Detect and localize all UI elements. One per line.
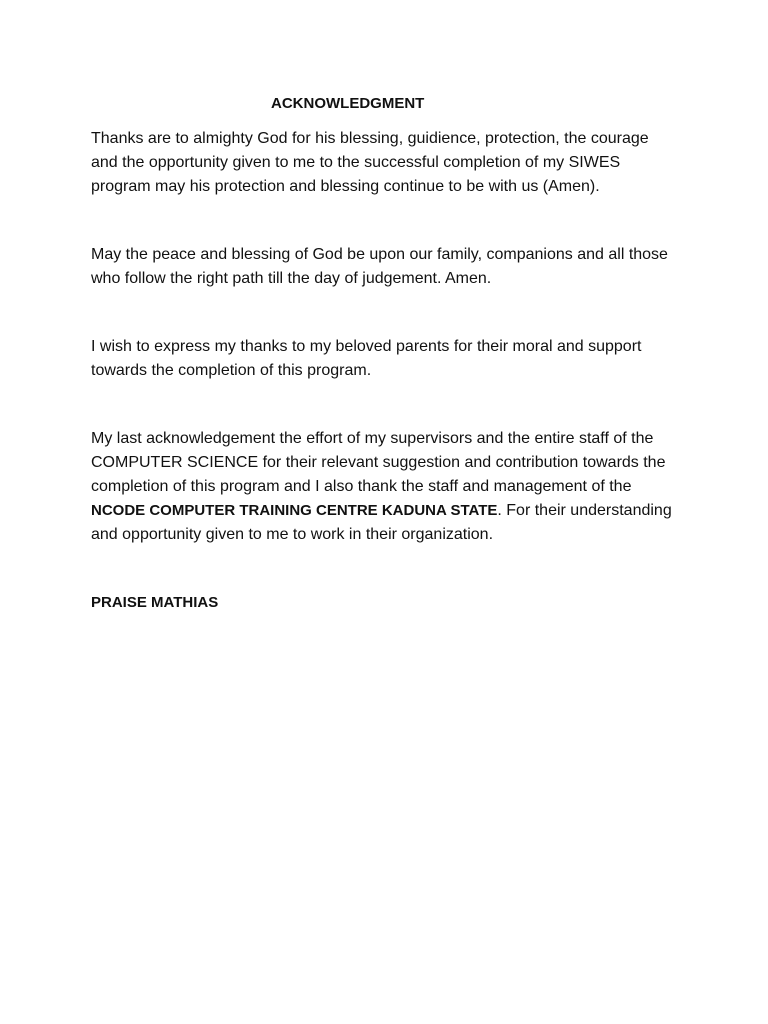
paragraph-line: completion of this program and I also thank the staff and management of the xyxy=(91,478,632,495)
paragraph-line: My last acknowledgement the effort of my supervisors and the entire staff of the xyxy=(91,430,654,447)
page-title: ACKNOWLEDGMENT xyxy=(271,95,425,112)
paragraph-line: I wish to express my thanks to my beloved parents for their moral and support xyxy=(91,338,642,355)
paragraph-line: COMPUTER SCIENCE for their relevant suggestion and contribution towards the xyxy=(91,454,666,471)
paragraph-line: and opportunity given to me to work in their organization. xyxy=(91,526,494,543)
paragraph-thanks-parents xyxy=(91,335,681,383)
paragraph-line: who follow the right path till the day of judgement. Amen. xyxy=(91,270,492,287)
organization-line-suffix: . For their understanding xyxy=(497,502,672,519)
paragraph-line: program may his protection and blessing continue to be with us (Amen). xyxy=(91,178,600,195)
paragraph-line: and the opportunity given to me to the successful completion of my SIWES xyxy=(91,154,621,171)
organization-name: NCODE COMPUTER TRAINING CENTRE KADUNA STATE xyxy=(91,502,498,519)
paragraph-line: May the peace and blessing of God be upon our family, companions and all those xyxy=(91,246,668,263)
paragraph-thanks-to-god xyxy=(91,127,681,199)
signature-name: PRAISE MATHIAS xyxy=(91,594,219,611)
paragraph-peace-blessing xyxy=(91,243,681,291)
paragraph-line: towards the completion of this program. xyxy=(91,362,372,379)
paragraph-line: Thanks are to almighty God for his blessing, guidience, protection, the courage xyxy=(91,130,649,147)
paragraph-supervisors-staff xyxy=(91,427,681,547)
paragraph-line-with-organization xyxy=(91,499,681,523)
